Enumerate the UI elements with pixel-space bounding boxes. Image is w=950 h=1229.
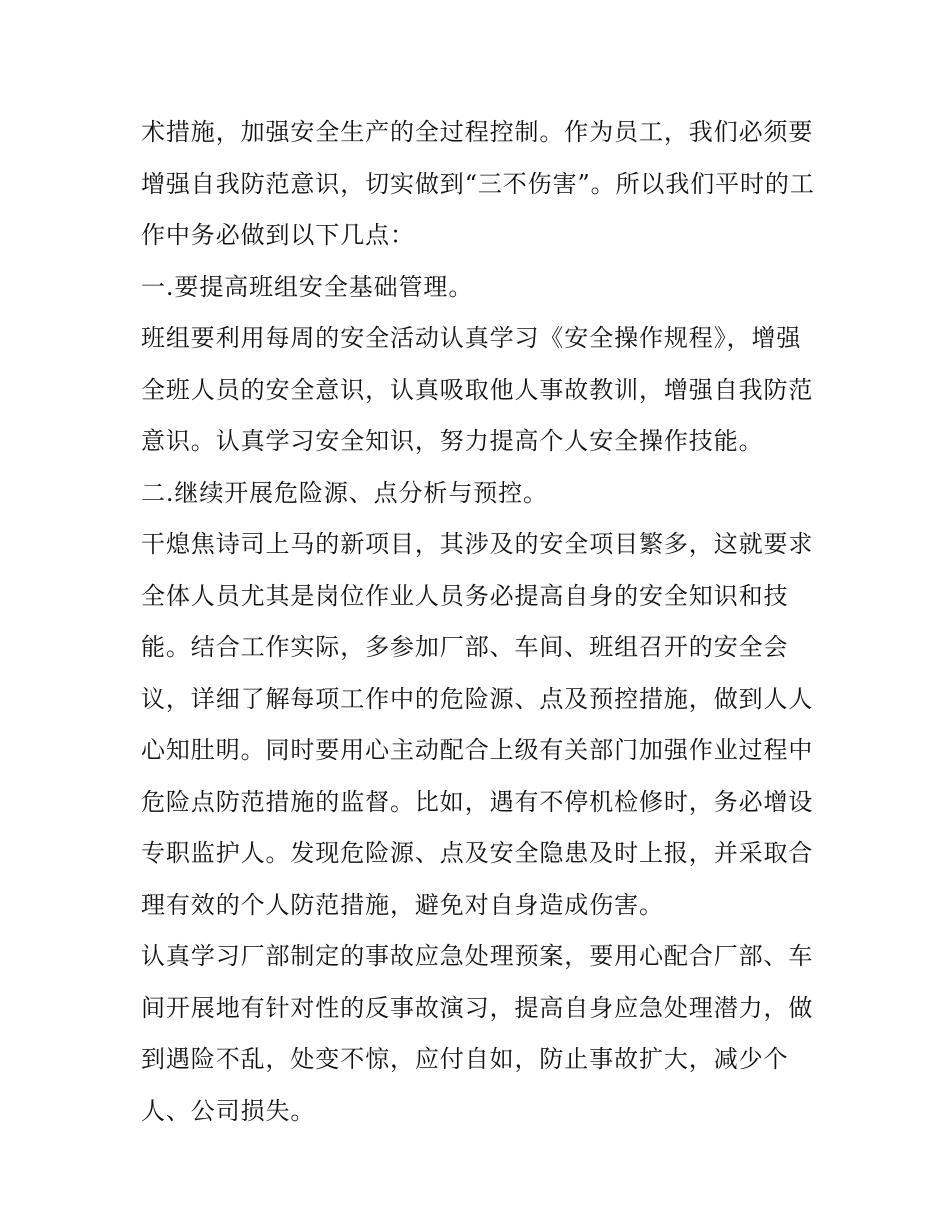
text-line: 作中务必做到以下几点： xyxy=(141,221,415,249)
section-heading: 一.要提高班组安全基础管理。 xyxy=(141,272,474,301)
text-line: 能。结合工作实际，多参加厂部、车间、班组召开的安全会 xyxy=(141,633,789,661)
text-line: 增强自我防范意识，切实做到“三不伤害”。所以我们平时的工 xyxy=(141,169,815,198)
text-line: 议，详细了解每项工作中的危险源、点及预控措施，做到人人 xyxy=(141,684,814,713)
text-line: 全体人员尤其是岗位作业人员务必提高自身的安全知识和技 xyxy=(141,581,789,610)
section-heading: 二.继续开展危险源、点分析与预控。 xyxy=(141,478,548,507)
text-line: 班组要利用每周的安全活动认真学习《安全操作规程》，增强 xyxy=(141,324,802,352)
body-text xyxy=(141,107,821,1137)
text-line: 全班人员的安全意识，认真吸取他人事故教训，增强自我防范 xyxy=(141,375,814,404)
text-line: 术措施，加强安全生产的全过程控制。作为员工，我们必须要 xyxy=(141,118,814,146)
text-line: 人、公司损失。 xyxy=(141,1096,316,1125)
text-line: 认真学习厂部制定的事故应急处理预案，要用心配合厂部、车 xyxy=(141,942,814,970)
text-line: 间开展地有针对性的反事故演习，提高自身应急处理潜力，做 xyxy=(141,993,814,1022)
text-line: 干熄焦诗司上马的新项目，其涉及的安全项目繁多，这就要求 xyxy=(141,530,814,558)
text-line: 理有效的个人防范措施，避免对自身造成伤害。 xyxy=(141,890,664,919)
text-line: 意识。认真学习安全知识，努力提高个人安全操作技能。 xyxy=(141,427,764,455)
text-line: 危险点防范措施的监督。比如，遇有不停机检修时，务必增设 xyxy=(141,787,814,816)
text-line: 专职监护人。发现危险源、点及安全隐患及时上报，并采取合 xyxy=(141,839,814,867)
text-line: 心知肚明。同时要用心主动配合上级有关部门加强作业过程中 xyxy=(141,736,814,764)
text-line: 到遇险不乱，处变不惊，应付自如，防止事故扩大，减少个 xyxy=(141,1045,789,1073)
